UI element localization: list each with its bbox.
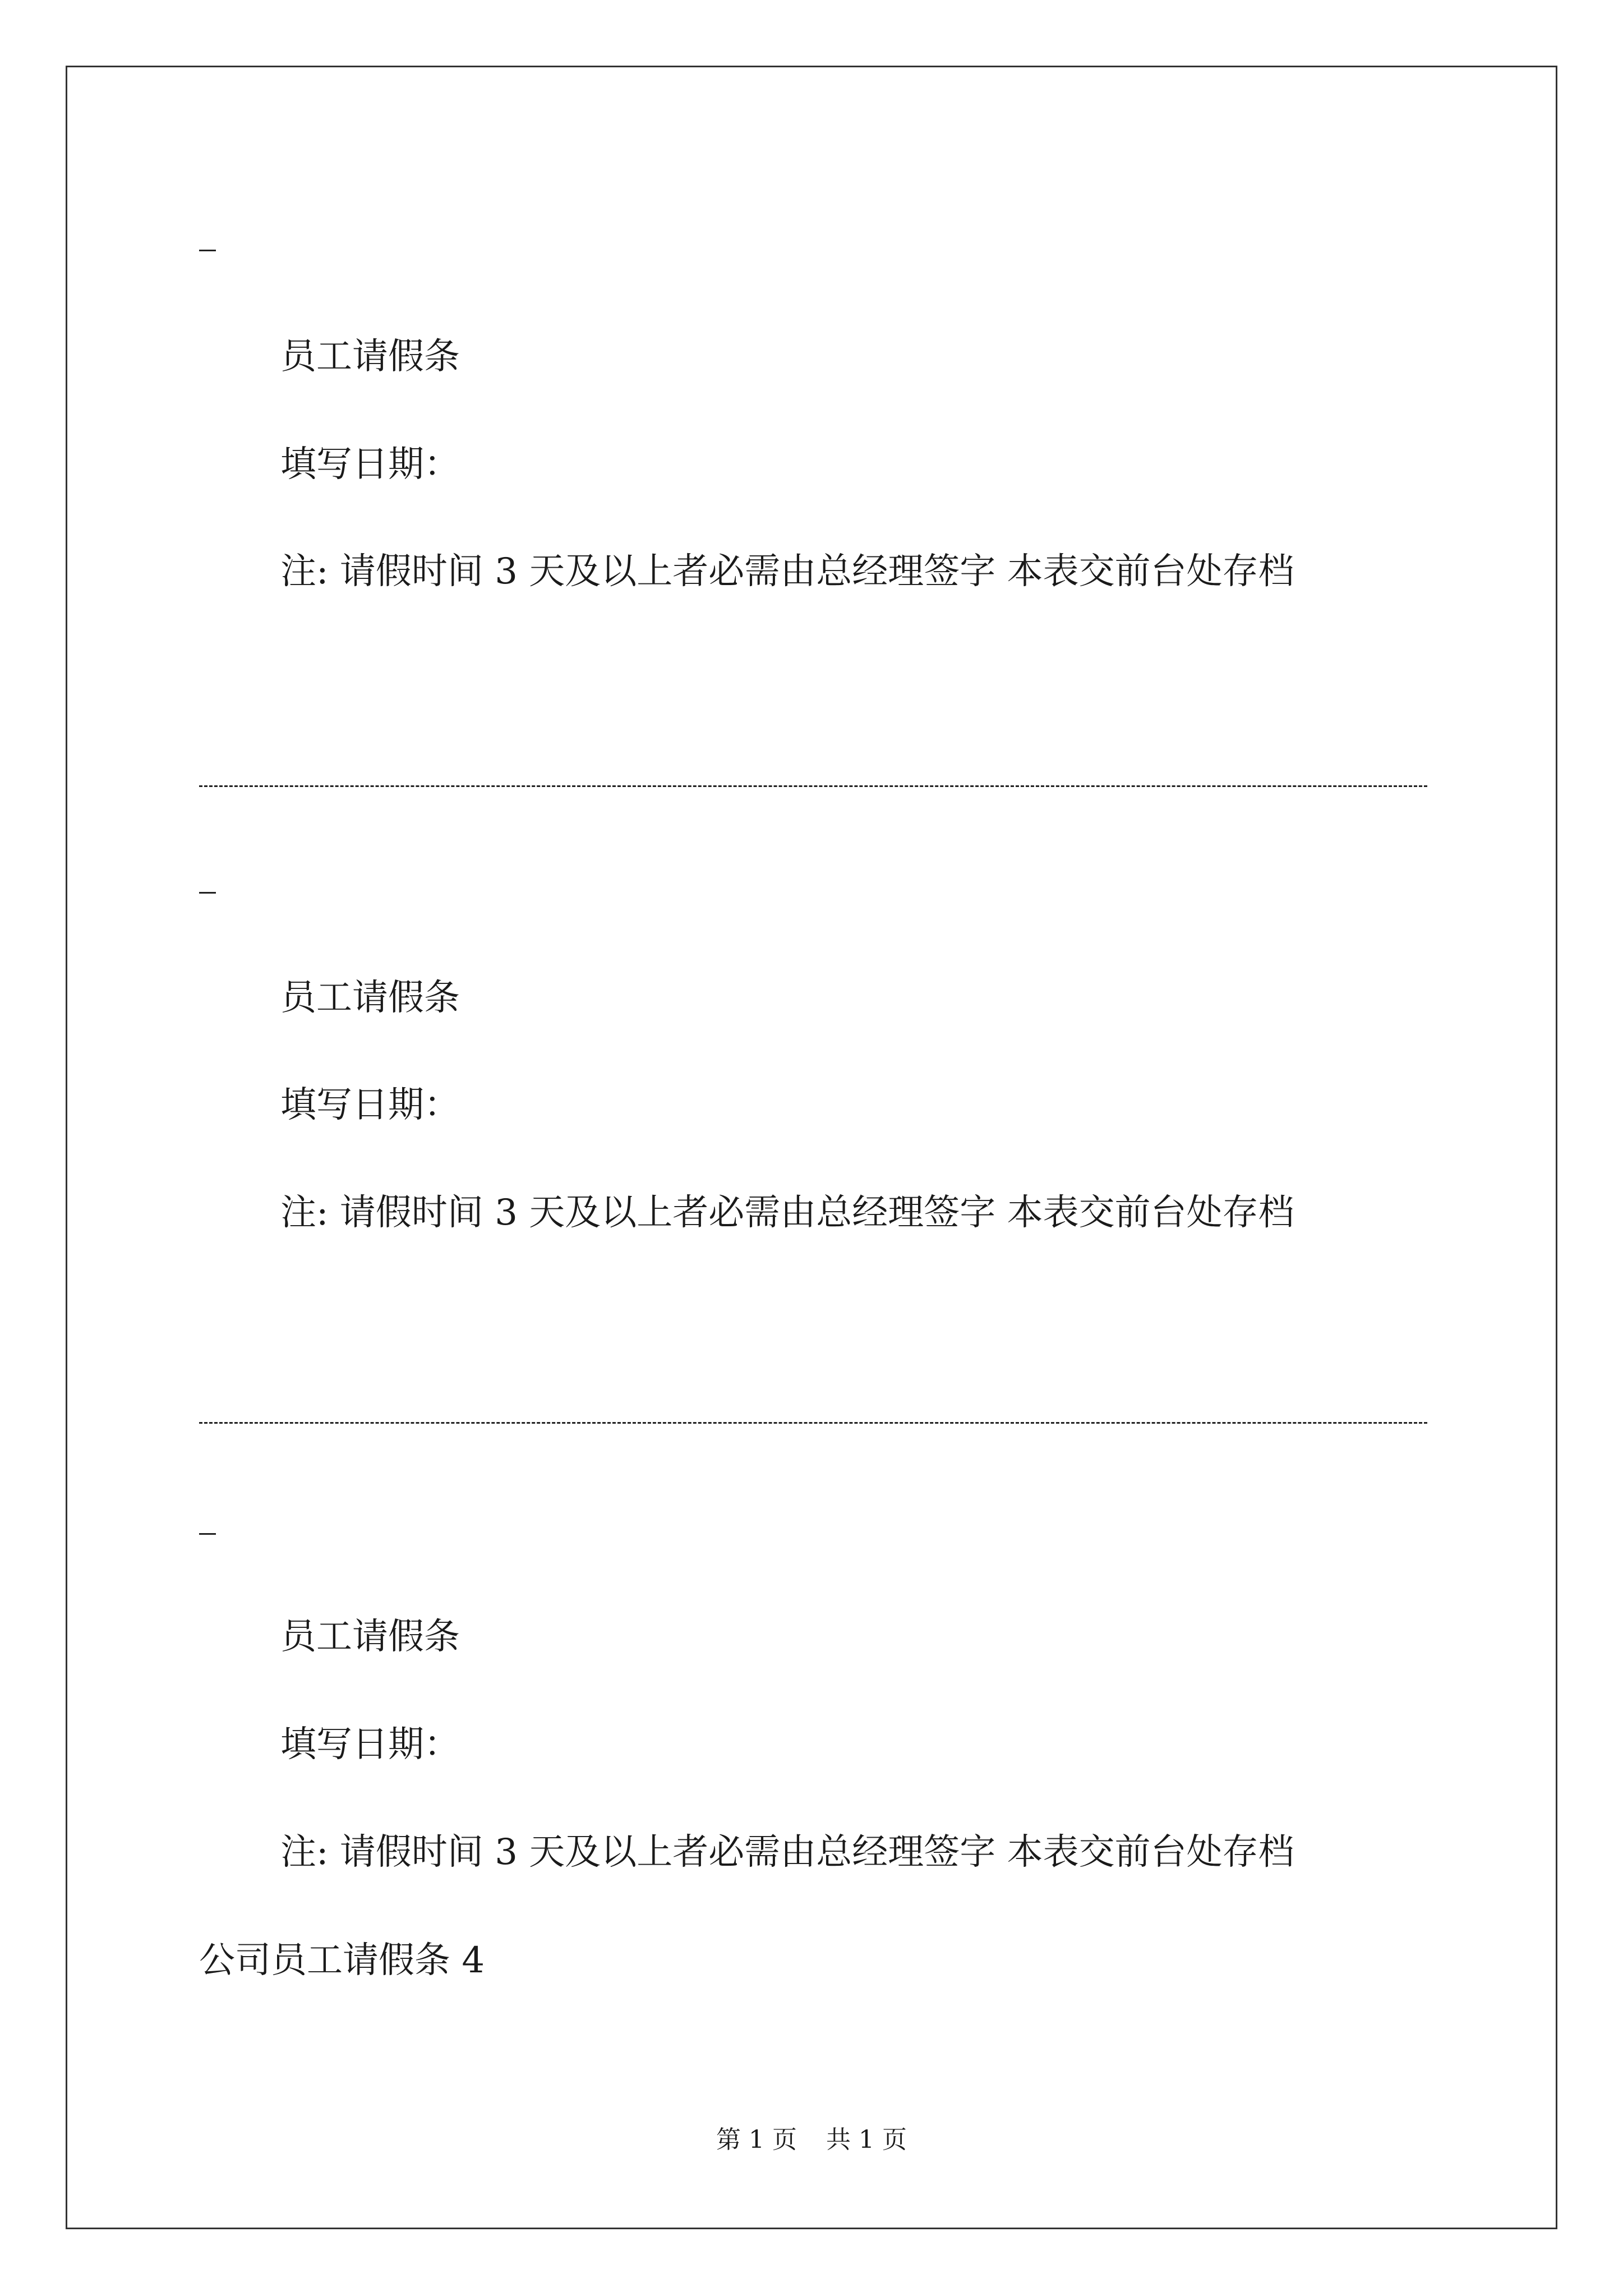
page-number: 第 1 页 xyxy=(716,2125,797,2154)
date-label: 填写日期： xyxy=(280,444,460,485)
form-title: 员工请假条 xyxy=(280,336,460,378)
section-heading: 公司员工请假条 4 xyxy=(199,1940,485,1981)
note-text: 注: 请假时间 3 天及以上者必需由总经理签字 本表交前台处存档 xyxy=(280,1192,1294,1234)
note-text: 注: 请假时间 3 天及以上者必需由总经理签字 本表交前台处存档 xyxy=(280,1832,1294,1873)
date-label: 填写日期： xyxy=(280,1724,460,1765)
form-title: 员工请假条 xyxy=(280,977,460,1019)
separator-dashed xyxy=(199,1422,1427,1424)
separator-short xyxy=(199,892,216,894)
page-total: 共 1 页 xyxy=(826,2125,907,2154)
separator-short xyxy=(199,250,216,251)
date-label: 填写日期： xyxy=(280,1084,460,1126)
separator-short xyxy=(199,1533,216,1535)
page-border xyxy=(66,66,1557,2229)
note-text: 注: 请假时间 3 天及以上者必需由总经理签字 本表交前台处存档 xyxy=(280,551,1294,592)
form-title: 员工请假条 xyxy=(280,1616,460,1658)
separator-dashed xyxy=(199,785,1427,787)
page-footer xyxy=(0,2125,1623,2154)
